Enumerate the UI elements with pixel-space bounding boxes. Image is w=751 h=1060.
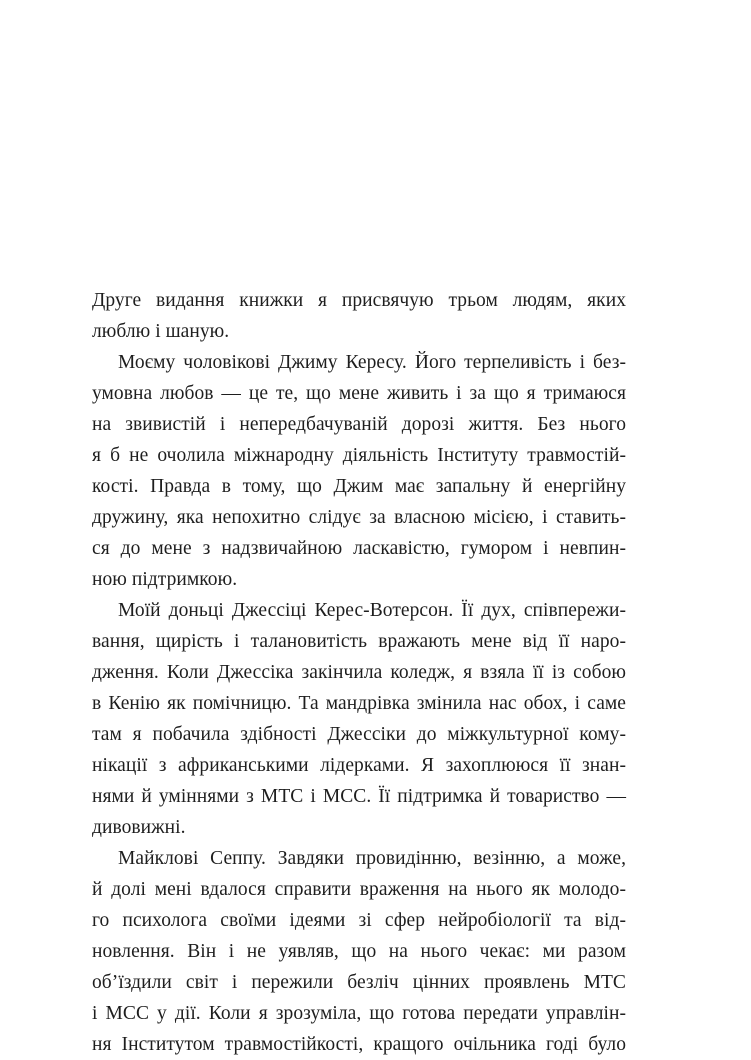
paragraph-dedication-intro <box>92 285 626 347</box>
text-line: там я побачила здібності Джессіки до міжкультурної кому- <box>92 724 626 745</box>
text-line: дження. Коли Джессіка закінчила коледж, я взяла її із собою <box>92 662 626 683</box>
text-line: Друге видання книжки я присвячую трьом людям, яких <box>92 290 626 311</box>
text-line: умовна любов — це те, що мене живить і за що я тримаюся <box>92 383 626 404</box>
text-line: дивовижні. <box>92 817 186 838</box>
text-line: Моїй доньці Джессіці Керес-Вотерсон. Її дух, співпережи- <box>118 600 626 621</box>
paragraph-husband <box>92 347 626 595</box>
text-line: вання, щирість і талановитість вражають мене від її наро- <box>92 631 626 652</box>
body-text <box>92 285 626 1060</box>
text-line: Моєму чоловікові Джиму Кересу. Його терпеливість і без- <box>118 352 626 373</box>
text-line: нями й уміннями з МТС і МСС. Її підтримка й товариство — <box>92 786 626 807</box>
text-line: ною підтримкою. <box>92 569 238 590</box>
text-line: в Кенію як помічницю. Та мандрівка змінила нас обох, і саме <box>92 693 626 714</box>
text-line: Майклові Сеппу. Завдяки провидінню, везінню, а може, <box>118 848 626 869</box>
text-line: об’їздили світ і пережили безліч цінних проявлень МТС <box>92 972 626 993</box>
text-line: ся до мене з надзвичайною ласкавістю, гумором і невпин- <box>92 538 626 559</box>
text-line: нікації з африканськими лідерками. Я захоплююся її знан- <box>92 755 626 776</box>
text-line: я б не очолила міжнародну діяльність Інституту травмостій- <box>92 445 626 466</box>
paragraph-daughter <box>92 595 626 843</box>
text-line: ня Інститутом травмостійкості, кращого очільника годі було <box>92 1034 626 1055</box>
text-line: люблю і шаную. <box>92 321 230 342</box>
text-line: й долі мені вдалося справити враження на нього як молодо- <box>92 879 626 900</box>
text-line: і МСС у дії. Коли я зрозуміла, що готова передати управлін- <box>92 1003 626 1024</box>
paragraph-colleague <box>92 843 626 1060</box>
text-line: новлення. Він і не уявляв, що на нього чекає: ми разом <box>92 941 626 962</box>
text-line: кості. Правда в тому, що Джим має запальну й енергійну <box>92 476 626 497</box>
text-line: дружину, яка непохитно слідує за власною місією, і ставить- <box>92 507 626 528</box>
text-line: го психолога своїми ідеями зі сфер нейробіології та від- <box>92 910 626 931</box>
text-line: на звивистій і непередбачуваній дорозі життя. Без нього <box>92 414 626 435</box>
